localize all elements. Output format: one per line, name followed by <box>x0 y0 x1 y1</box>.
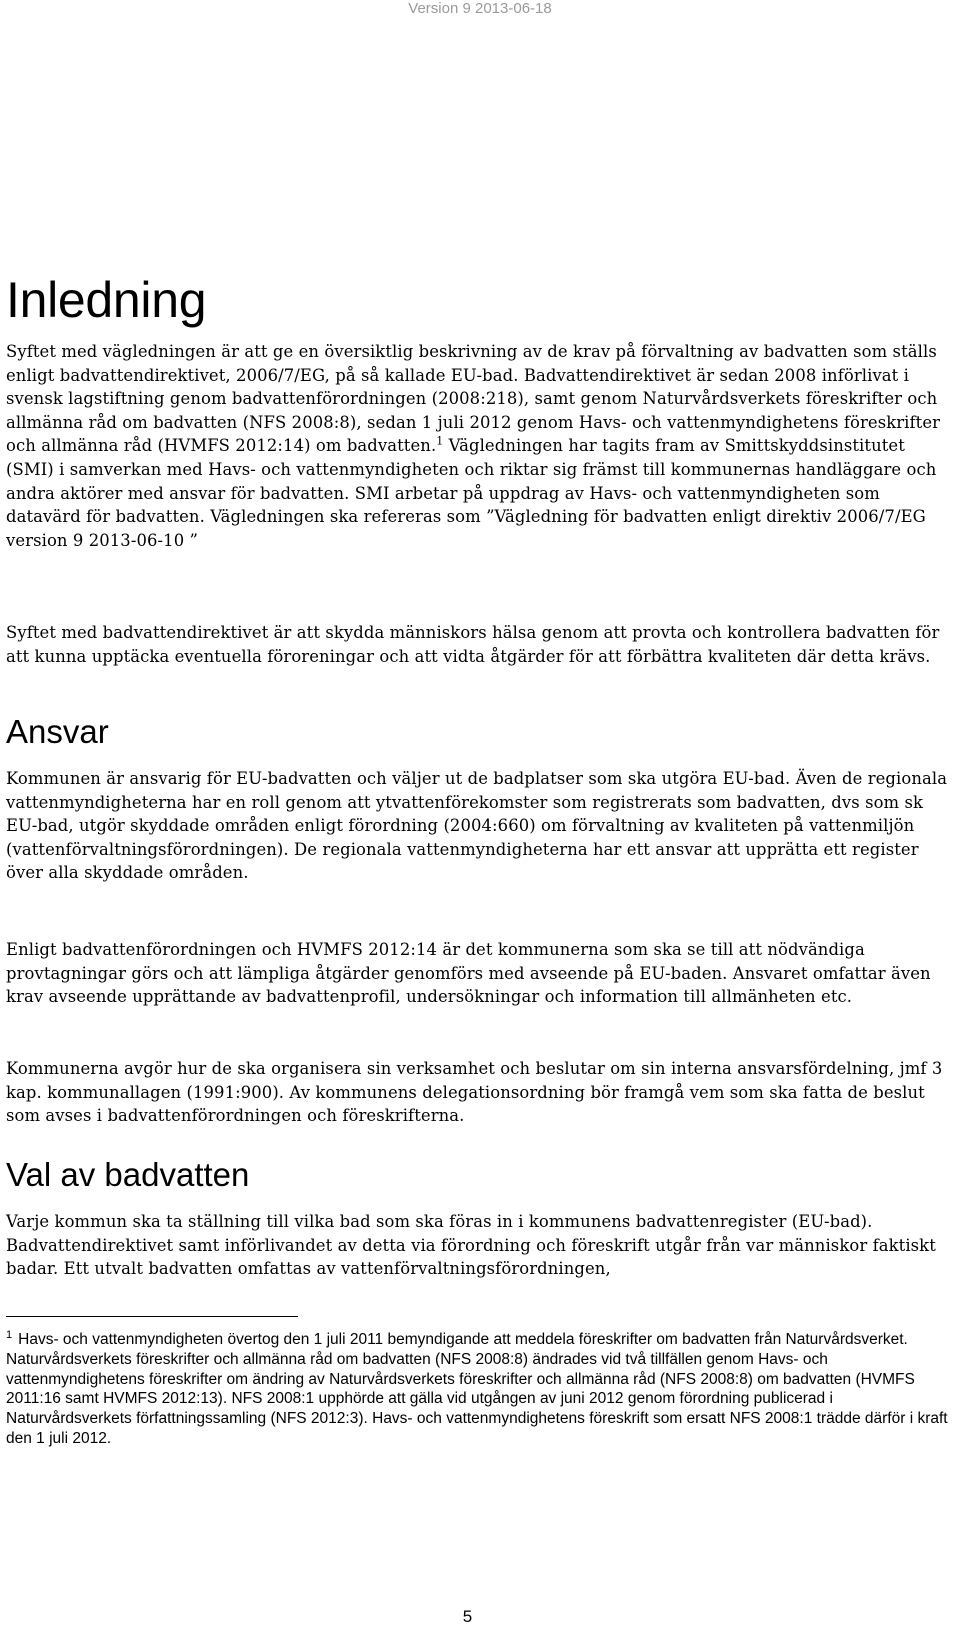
paragraph-ansvar-3: Kommunerna avgör hur de ska organisera sin verksamhet och beslutar om sin interna ansvarsfördelning, jmf 3 kap. kommunallagen (1991:900). Av kommunens delegationsordning bör framgå vem som ska fatta de beslut som avses i badvattenförordningen och föreskrifterna. <box>6 1059 943 1126</box>
paragraph-val-1: Varje kommun ska ta ställning till vilka bad som ska föras in i kommunens badvattenregister (EU-bad). Badvattendirektivet samt införlivandet av detta via förordning och föreskrift utgår från var människor faktiskt badar. Ett utvalt badvatten omfattas av vattenförvaltningsförordningen, <box>6 1212 936 1279</box>
footnote-divider <box>6 1316 298 1317</box>
page-number: 5 <box>462 1607 473 1626</box>
footnote <box>6 1330 956 1449</box>
footnote-reference[interactable]: 1 <box>436 434 444 448</box>
heading-inledning: Inledning <box>6 272 207 328</box>
paragraph-ansvar-2: Enligt badvattenförordningen och HVMFS 2012:14 är det kommunerna som ska se till att nödvändiga provtagningar görs och att lämpliga åtgärder genomförs med avseende på EU-baden. Ansvaret omfattar även krav avseende upprättande av badvattenprofil, undersökningar och information till allmänheten etc. <box>6 940 931 1007</box>
version-header: Version 9 2013-06-18 <box>408 0 552 17</box>
paragraph-text: Vägledningen har tagits fram av Smittskyddsinstitutet (SMI) i samverkan med Havs- och vattenmyndigheten och riktar sig främst till kommunernas handläggare och andra aktörer med ansvar för badvatten. SMI arbetar på uppdrag av Havs- och vattenmyndigheten som datavärd för badvatten. Vägledningen ska refereras som ”Vägledning för badvatten enligt direktiv 2006/7/EG version 9 2013-06-10 ” <box>6 436 937 550</box>
paragraph-ansvar-1: Kommunen är ansvarig för EU-badvatten och väljer ut de badplatser som ska utgöra EU-bad. Även de regionala vattenmyndigheterna har en roll genom att ytvattenförekomster som registrerats som badvatten, dvs som sk EU-bad, utgör skyddade områden enligt förordning (2004:660) om förvaltning av kvaliteten på vattenmiljön (vattenförvaltningsförordningen). De regionala vattenmyndigheterna har ett ansvar att upprätta ett register över alla skyddade områden. <box>6 769 948 883</box>
paragraph-inledning-1 <box>6 340 956 552</box>
footnote-text: Havs- och vattenmyndigheten övertog den 1 juli 2011 bemyndigande att meddela föreskrifter om badvatten från Naturvårdsverket. Naturvårdsverkets föreskrifter och allmänna råd om badvatten (NFS 2008:8) ändrades vid två tillfällen genom Havs- och vattenmyndighetens föreskrifter om ändring av Naturvårdsverkets föreskrifter och allmänna råd (NFS 2008:8) om badvatten (HVMFS 2011:16 samt HVMFS 2012:13). NFS 2008:1 upphörde att gälla vid utgången av juni 2012 genom förordning publicerad i Naturvårdsverkets författningssamling (NFS 2012:3). Havs- och vattenmyndighetens föreskrift som ersatt NFS 2008:1 trädde därför i kraft den 1 juli 2012. <box>6 1331 948 1447</box>
paragraph-inledning-2: Syftet med badvattendirektivet är att skydda människors hälsa genom att provta och kontrollera badvatten för att kunna upptäcka eventuella föroreningar och att vidta åtgärder för att förbättra kvaliteten där detta krävs. <box>6 623 940 666</box>
paragraph-text: Syftet med vägledningen är att ge en översiktlig beskrivning av de krav på förvaltning av badvatten som ställs enligt badvattendirektivet, 2006/7/EG, på så kallade EU-bad. Badvattendirektivet är sedan 2008 införlivat i svensk lagstiftning genom badvattenförordningen (2008:218), samt genom Naturvårdsverkets föreskrifter och allmänna råd om badvatten (NFS 2008:8), sedan 1 juli 2012 genom Havs- och vattenmyndighetens föreskrifter och allmänna råd (HVMFS 2012:14) om badvatten. <box>6 342 941 456</box>
footnote-number: 1 <box>6 1328 13 1341</box>
heading-val-av-badvatten: Val av badvatten <box>6 1156 250 1193</box>
heading-ansvar: Ansvar <box>6 713 109 750</box>
